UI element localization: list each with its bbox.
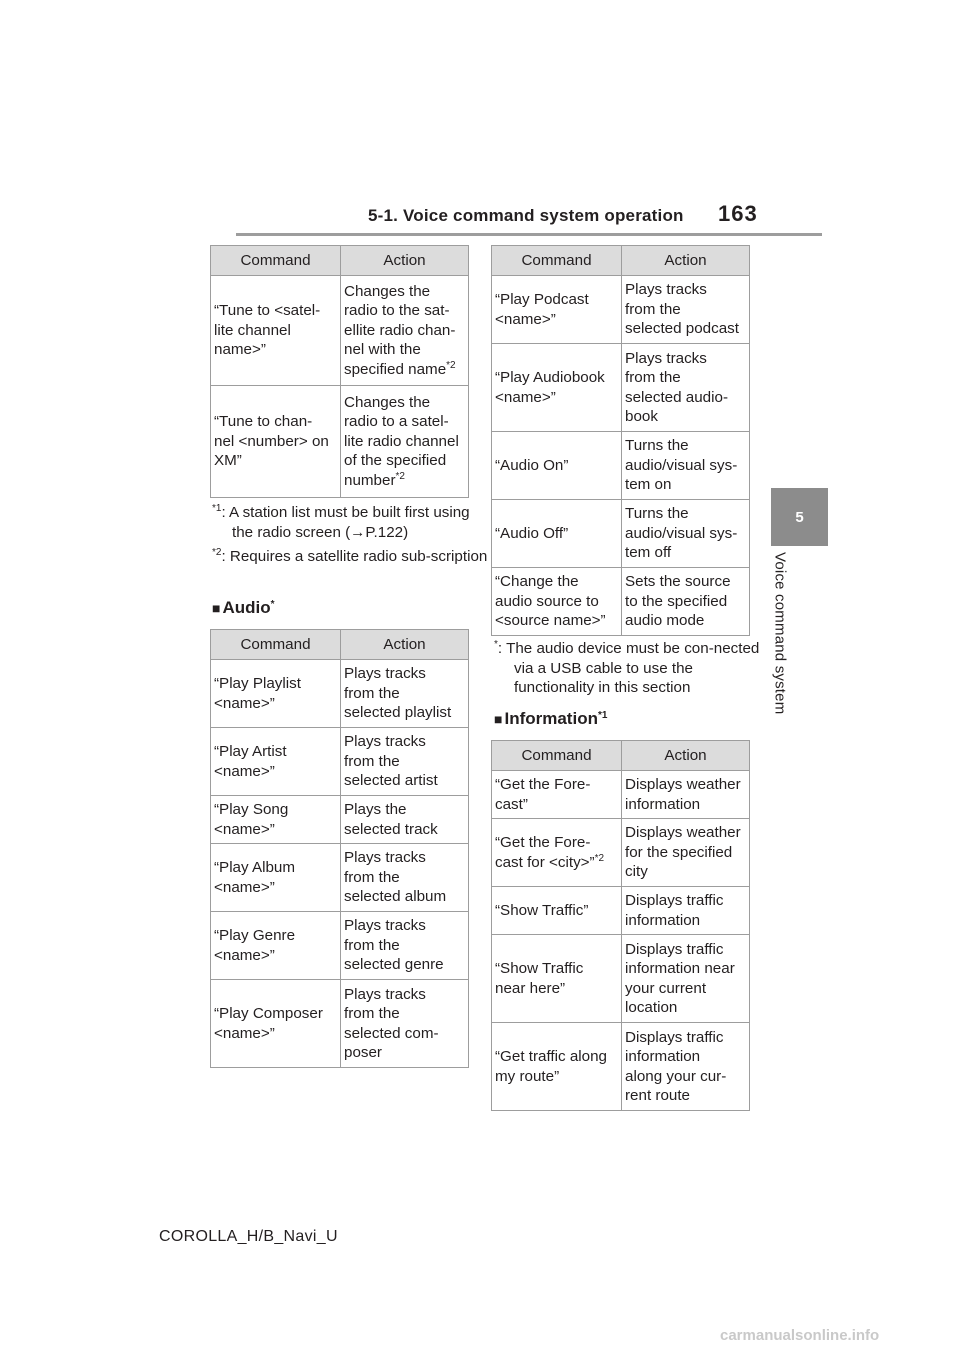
action-cell: Sets the source to the specified audio mode [622,568,750,636]
column-header-action: Action [622,741,750,771]
table-row [492,568,750,636]
audio-section-heading: ■ Audio* [212,598,275,617]
action-cell: Displays weather for the specified city [622,819,750,887]
action-cell: Plays tracks from the selected audio- book [622,344,750,432]
footnote-2: $^{*2}$: Requires a satellite radio sub-scription [212,547,488,565]
command-cell: “Play Playlist <name>” [211,660,341,728]
column-header-action: Action [341,630,469,660]
action-cell: Displays traffic information near your current location [622,935,750,1023]
command-cell: “Play Podcast <name>” [492,276,622,344]
table-row [492,1023,750,1111]
footnote-1: $^{*1}$: A station list must be built first using the radio screen (→P.122) [212,503,470,541]
table-row [492,276,750,344]
table-row [211,796,469,844]
footnote-marker: *2 [446,359,456,371]
document-footer: COROLLA_H/B_Navi_U [159,1228,338,1245]
footnote-marker: *2 [395,470,405,482]
information-section-heading: ■ Information$^{*1}$ [494,709,608,728]
command-cell: “Play Song <name>” [211,796,341,844]
watermark: carmanualsonline.info [720,1327,880,1344]
header-divider [236,233,822,236]
column-header-command: Command [492,741,622,771]
table-row [211,980,469,1068]
command-cell: “Play Composer <name>” [211,980,341,1068]
section-title: 5-1. Voice command system operation [368,206,684,225]
table-row [492,771,750,819]
action-cell: Changes the radio to a satel- lite radio channel of the specified number$^{*2}$ [341,386,469,498]
table-row [492,344,750,432]
information-command-table [491,740,750,1111]
action-cell: Plays tracks from the selected artist [341,728,469,796]
action-cell: Turns the audio/visual sys- tem on [622,432,750,500]
table-row [211,912,469,980]
command-cell: “Audio On” [492,432,622,500]
satellite-command-table [210,245,469,498]
table-row [211,844,469,912]
footnote-marker: *2 [594,852,605,864]
table-row [211,728,469,796]
column-header-command: Command [492,246,622,276]
command-cell: “Play Genre <name>” [211,912,341,980]
action-cell: Changes the radio to the sat- ellite radio chan- nel with the specified name$^{*2}$ [341,276,469,386]
table-row [492,819,750,887]
command-cell: “Show Traffic” [492,887,622,935]
command-cell: “Audio Off” [492,500,622,568]
command-cell: “Tune to chan- nel <number> on XM” [211,386,341,498]
command-cell: “Tune to <satel- lite channel name>” [211,276,341,386]
command-cell: “Get the Fore- cast” [492,771,622,819]
action-cell: Displays weather information [622,771,750,819]
table-row [492,935,750,1023]
table-row [492,432,750,500]
chapter-tab-label: Voice command system [771,552,789,715]
action-cell: Plays tracks from the selected playlist [341,660,469,728]
action-cell: Plays tracks from the selected podcast [622,276,750,344]
action-cell: Plays tracks from the selected album [341,844,469,912]
command-cell: “Show Traffic near here” [492,935,622,1023]
square-bullet-icon: ■ [212,600,221,616]
action-cell: Turns the audio/visual sys- tem off [622,500,750,568]
audio-footnote: *: The audio device must be con-nected via a USB cable to use the functionality in this section [494,639,760,696]
column-header-command: Command [211,246,341,276]
audio-command-table-continued [491,245,750,636]
action-cell: Plays the selected track [341,796,469,844]
table-row [492,500,750,568]
command-cell: “Change the audio source to <source name>” [492,568,622,636]
table-row [211,660,469,728]
command-cell: “Play Album <name>” [211,844,341,912]
command-cell: “Get the Fore- cast for <city>”$^{*2}$ [492,819,622,887]
action-cell: Displays traffic information along your cur- rent route [622,1023,750,1111]
command-cell: “Play Artist <name>” [211,728,341,796]
audio-command-table [210,629,469,1068]
action-cell: Displays traffic information [622,887,750,935]
column-header-action: Action [622,246,750,276]
action-cell: Plays tracks from the selected genre [341,912,469,980]
table-row [211,386,469,498]
square-bullet-icon: ■ [494,711,503,727]
command-cell: “Play Audiobook <name>” [492,344,622,432]
page-number: 163 [718,201,758,226]
column-header-command: Command [211,630,341,660]
table-row [211,276,469,386]
table-row [492,887,750,935]
column-header-action: Action [341,246,469,276]
action-cell: Plays tracks from the selected com- poser [341,980,469,1068]
command-cell: “Get traffic along my route” [492,1023,622,1111]
chapter-tab: 5 [771,488,828,546]
